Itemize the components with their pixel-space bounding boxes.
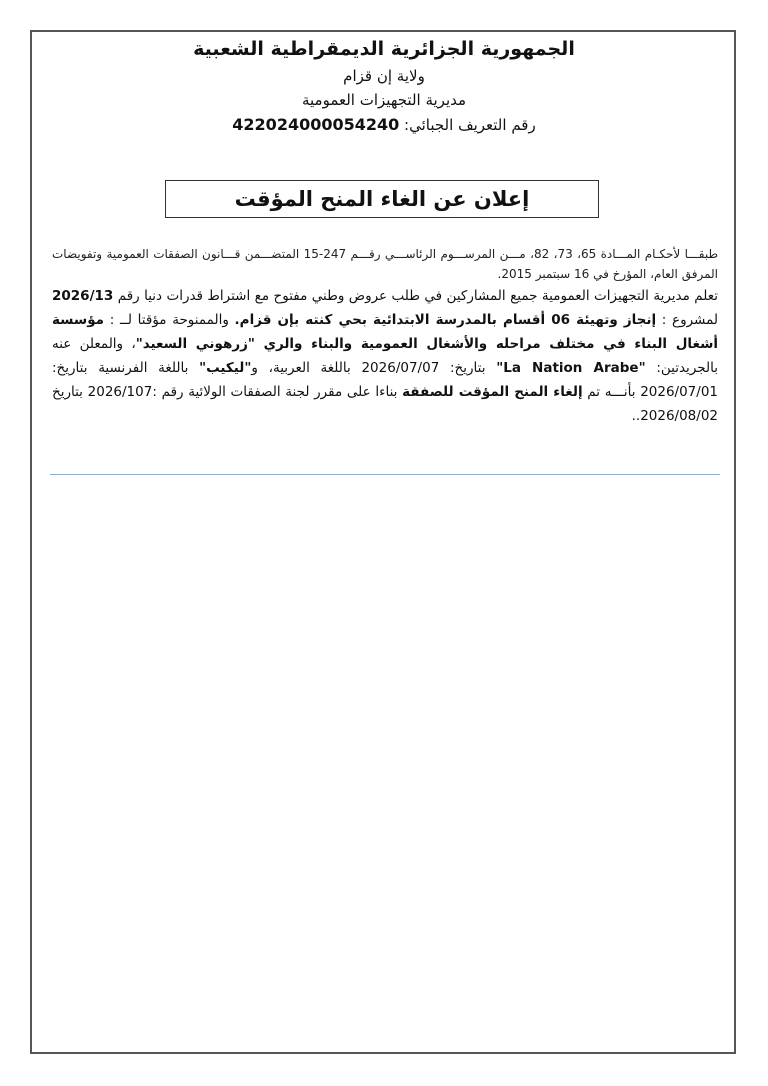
notice-text-3: والممنوحة مؤقتا لــ :: [104, 312, 235, 328]
document-header: [30, 34, 738, 138]
legal-basis: طبقـــا لأحكـام المـــادة 65، 73، 82، مـــن المرســـوم الرئاســـي رقـــم 247-15 المتضـــمن قـــانون الصفقات العمومية وتفويضات المرفق العام، المؤرخ في 16 سبتمبر 2015.: [52, 247, 719, 281]
province-name: ولاية إن قزام: [343, 67, 425, 85]
republic-name: الجمهورية الجزائرية الديمقراطية الشعبية: [193, 38, 575, 60]
notice-text-5: بتاريخ: 2026/07/07 باللغة العربية، و: [251, 360, 497, 376]
awarded-company: مؤسسة أشغال البناء في مختلف مراحله والأشغال العمومية والبناء والري "زرهوني السعيد": [52, 312, 718, 352]
notice-text-7: بناءا على مقرر لجنة الصفقات الولائية رقم :2026/107 بتاريخ 2026/08/02..: [52, 384, 718, 424]
cancellation-statement: إلغاء المنح المؤقت للصفقة: [402, 384, 583, 400]
tax-id-line: [30, 112, 738, 138]
tax-id-label: رقم التعريف الجبائي:: [399, 116, 536, 134]
notice-body: [52, 244, 718, 428]
project-name: إنجاز وتهيئة 06 أقسام بالمدرسة الابتدائية بحي كنته بإن قزام.: [234, 312, 657, 328]
notice-text-1: تعلم مديرية التجهيزات العمومية جميع المشاركين في طلب عروض وطني مفتوح مع اشتراط قدرات دنيا رقم: [113, 288, 718, 304]
newspaper-french: "ليكيب": [199, 360, 252, 376]
notice-text-4: ، والمعلن عنه بالجريدتين:: [52, 336, 718, 376]
section-divider: [50, 474, 720, 475]
announcement-title: إعلان عن الغاء المنح المؤقت: [234, 187, 530, 211]
tender-number: 2026/13: [52, 288, 114, 304]
notice-text-2: لمشروع :: [656, 312, 719, 328]
newspaper-arabic: "La Nation Arabe": [496, 360, 646, 376]
announcement-title-box: [165, 180, 599, 218]
notice-text-6: باللغة الفرنسية بتاريخ: 2026/07/01 بأنـــه تم: [52, 360, 718, 400]
tax-id-number: 422024000054240: [232, 115, 400, 134]
directorate-name: مديرية التجهيزات العمومية: [301, 91, 467, 109]
notice-paragraph: [52, 284, 718, 428]
